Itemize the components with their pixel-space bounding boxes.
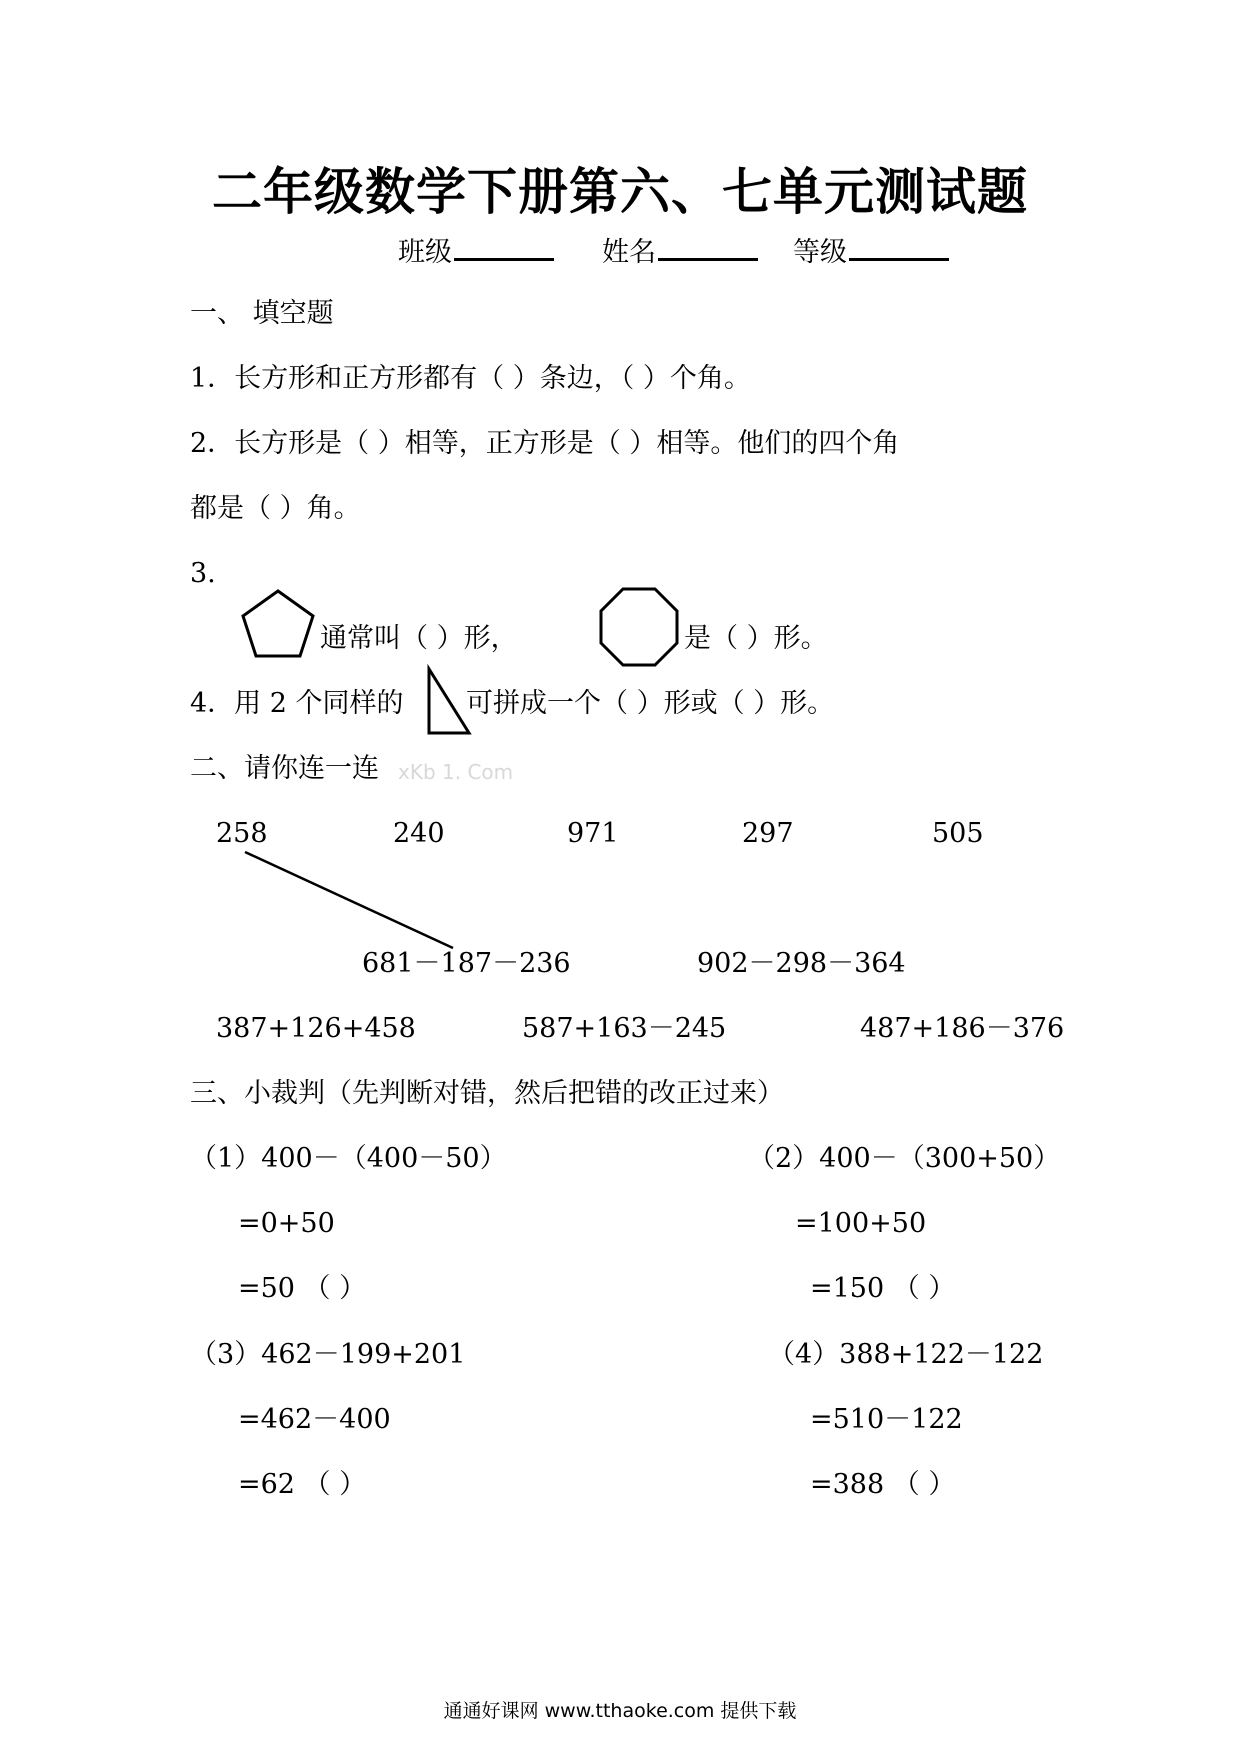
number-258: 258 — [216, 818, 268, 849]
footer: 通通好课网 www.tthaoke.com 提供下载 — [443, 1700, 797, 1722]
expression-2: 902－298－364 — [697, 948, 906, 979]
problem-4-line2: =510－122 — [810, 1404, 963, 1435]
expression-5: 487+186－376 — [860, 1013, 1065, 1044]
problem-1-line2: =0+50 — [238, 1208, 335, 1239]
watermark: xKb 1. Com — [398, 760, 514, 784]
name-label: 姓名 — [602, 237, 656, 268]
problem-1-line3: =50 （ ） — [238, 1273, 367, 1304]
number-505: 505 — [932, 818, 984, 849]
section1-heading: 一、 填空题 — [190, 298, 334, 329]
problem-3-line1: （3）462－199+201 — [190, 1339, 466, 1370]
section3-heading: 三、小裁判（先判断对错，然后把错的改正过来） — [190, 1078, 784, 1109]
question-4-text2: 可拼成一个（ ）形或（ ）形。 — [466, 688, 835, 719]
problem-3-line2: =462－400 — [238, 1404, 391, 1435]
number-971: 971 — [567, 818, 619, 849]
grade-label: 等级 — [793, 237, 847, 268]
question-3-label: 3. — [190, 558, 216, 589]
problem-1-line1: （1）400－（400－50） — [190, 1143, 507, 1174]
question-2-line2: 都是（ ）角。 — [190, 493, 361, 524]
expression-3: 387+126+458 — [216, 1013, 416, 1044]
expression-1: 681－187－236 — [362, 948, 571, 979]
question-3-text2: 是（ ）形。 — [684, 623, 828, 654]
problem-2-line2: =100+50 — [795, 1208, 927, 1239]
class-label: 班级 — [398, 237, 452, 268]
section2-heading: 二、请你连一连 — [190, 753, 379, 784]
question-3-text1: 通常叫（ ）形， — [320, 623, 518, 654]
question-2-line1: 2．长方形是（ ）相等，正方形是（ ）相等。他们的四个角 — [190, 428, 900, 459]
problem-4-line3: =388 （ ） — [810, 1469, 956, 1500]
problem-3-line3: =62 （ ） — [238, 1469, 367, 1500]
page-title: 二年级数学下册第六、七单元测试题 — [212, 163, 1028, 221]
problem-2-line3: =150 （ ） — [810, 1273, 956, 1304]
number-297: 297 — [742, 818, 794, 849]
question-1: 1．长方形和正方形都有（ ）条边，（ ）个角。 — [190, 363, 751, 394]
problem-4-line1: （4）388+122－122 — [768, 1339, 1044, 1370]
expression-4: 587+163－245 — [522, 1013, 727, 1044]
number-240: 240 — [393, 818, 445, 849]
question-4-text1: 4．用 2 个同样的 — [190, 688, 404, 719]
problem-2-line1: （2）400－（300+50） — [748, 1143, 1061, 1174]
